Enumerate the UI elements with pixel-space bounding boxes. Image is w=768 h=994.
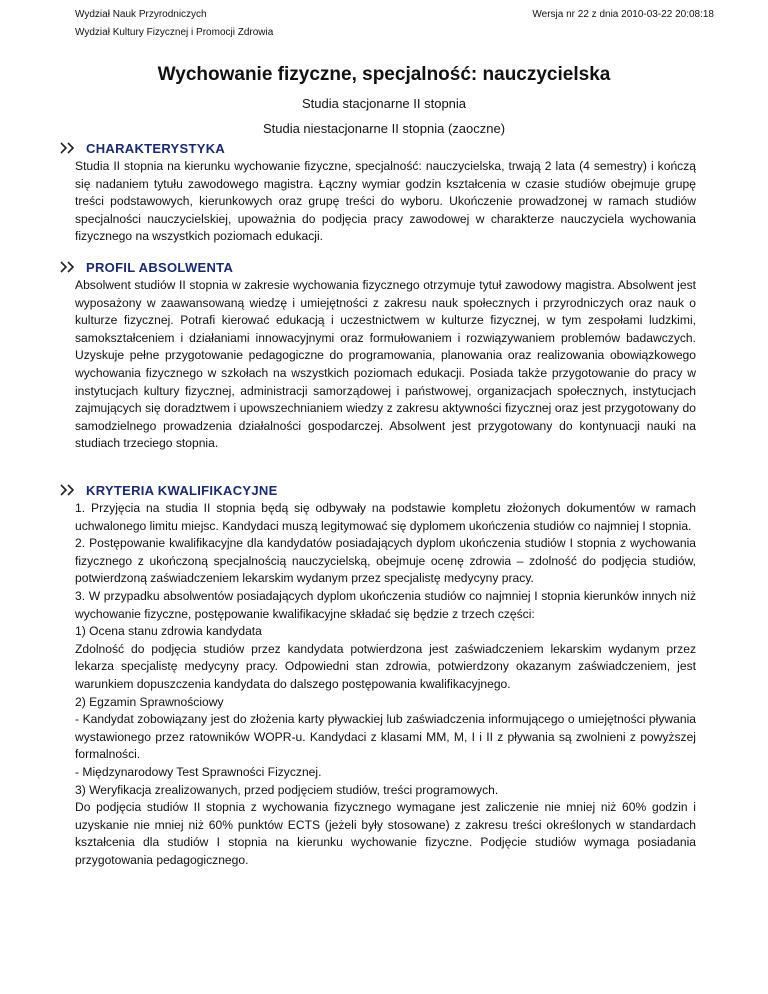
criteria-line: Zdolność do podjęcia studiów przez kandydata potwierdzona jest zaświadczeniem lekarskim wydanym przez lekarza specjalistę medycyny pracy. Odpowiedni stan zdrowia, potwierdzony okazanym zaświadczeniem, jest warunkiem dopuszczenia kandydata do dalszego postępowania kwalifikacyjnego. xyxy=(75,641,696,691)
section-text-charakterystyka: Studia II stopnia na kierunku wychowanie fizyczne, specjalność: nauczycielska, trwają 2 lata (4 semestry) i kończą się nadaniem tytułu zawodowego magistra. Łączny wymiar godzin kształcenia w czasie studiów obejmuje grupę treści podstawowych, kierunkowych oraz grupę treści do wyboru. Ukończenie prowadzonej w ramach studiów specjalności nauczycielskiej, upoważnia do podjęcia pracy zawodowej w charakterze nauczyciela wychowania fizycznego na wszystkich poziomach edukacji. xyxy=(75,159,696,244)
faculty-name-1: Wydział Nauk Przyrodniczych xyxy=(75,9,207,20)
criteria-line: 1. Przyjęcia na studia II stopnia będą się odbywały na podstawie kompletu złożonych dokumentów w ramach uchwalonego limitu miejsc. Kandydaci muszą legitymować się dyplomem ukończenia studiów co najmniej I stopnia. xyxy=(75,501,696,533)
version-info: Wersja nr 22 z dnia 2010-03-22 20:08:18 xyxy=(532,9,714,20)
subtitle-niestacjonarne: Studia niestacjonarne II stopnia (zaoczne) xyxy=(262,121,506,136)
criteria-line: 1) Ocena stanu zdrowia kandydata xyxy=(75,624,262,639)
section-heading-kryteria xyxy=(60,481,278,499)
section-title: CHARAKTERYSTYKA xyxy=(86,140,226,156)
criteria-line: 3. W przypadku absolwentów posiadających dyplom ukończenia studiów co najmniej I stopnia kierunków innych niż wychowanie fizyczne, postępowanie kwalifikacyjne składać się będzie z trzech części: xyxy=(75,588,696,621)
subtitle-stacjonarne: Studia stacjonarne II stopnia xyxy=(301,96,467,111)
section-title: KRYTERIA KWALIFIKACYJNE xyxy=(86,482,278,498)
double-chevron-icon xyxy=(60,483,76,497)
criteria-line: - Kandydat zobowiązany jest do złożenia karty pływackiej lub zaświadczenia informującego o umiejętności pływania wystawionego przez ratowników WOPR-u. Kandydaci z klasami MM, M, I i II z pływania są zwolnieni z powyższej formalności. xyxy=(75,712,696,762)
page-title: Wychowanie fizyczne, specjalność: nauczycielska xyxy=(157,64,611,85)
double-chevron-icon xyxy=(60,260,76,274)
double-chevron-icon xyxy=(60,141,76,155)
criteria-line: 2. Postępowanie kwalifikacyjne dla kandydatów posiadających dyplom ukończenia studiów I stopnia z wychowania fizycznego z ukończoną specjalnością nauczycielską, obejmuje ocenę zdrowia – zdolność do podjęcia studiów, potwierdzoną zaświadczeniem lekarskim wydanym przez specjalistę medycyny pracy. xyxy=(75,536,696,586)
page-header-left xyxy=(75,6,273,42)
section-title: PROFIL ABSOLWENTA xyxy=(86,259,234,275)
section-text-kryteria xyxy=(75,500,696,869)
criteria-line: 2) Egzamin Sprawnościowy xyxy=(75,694,224,709)
section-text-profil: Absolwent studiów II stopnia w zakresie wychowania fizycznego otrzymuje tytuł zawodowy magistra. Absolwent jest wyposażony w zaawansowaną wiedzę i umiejętności z zakresu nauk społecznych i przyrodniczych oraz nauk o kulturze fizycznej. Potrafi kierować edukacją i uczestnictwem w kulturze fizycznej, w tym zespołami ludzkimi, samokształceniem i działaniami innowacyjnymi oraz formułowaniem i rozwiązywaniem problemów badawczych. Uzyskuje pełne przygotowanie pedagogiczne do programowania, planowania oraz realizowania obowiązkowego wychowania fizycznego w szkołach na wszystkich poziomach edukacji. Posiada także przygotowanie do pracy w instytucjach kultury fizycznej, administracji samorządowej i państwowej, organizacjach społecznych, instytucjach zajmujących się doradztwem i upowszechnianiem wiedzy z zakresu aktywności fizycznej oraz jest przygotowany do samodzielnego prowadzenia działalności gospodarczej. Absolwent jest przygotowany do kontynuacji nauki na studiach trzeciego stopnia. xyxy=(75,278,696,451)
section-heading-charakterystyka xyxy=(60,139,225,157)
faculty-name-2: Wydział Kultury Fizycznej i Promocji Zdrowia xyxy=(75,27,274,38)
criteria-line: 3) Weryfikacja zrealizowanych, przed podjęciem studiów, treści programowych. xyxy=(75,782,499,797)
criteria-line: - Międzynarodowy Test Sprawności Fizycznej. xyxy=(75,764,322,779)
section-heading-profil xyxy=(60,258,233,276)
criteria-line: Do podjęcia studiów II stopnia z wychowania fizycznego wymagane jest zaliczenie nie mniej niż 60% godzin i uzyskanie nie mniej niż 60% punktów ECTS (jeżeli były stosowane) z zakresu treści określonych w standardach kształcenia dla studiów I stopnia na kierunku wychowanie fizyczne. Podjęcie studiów wymaga posiadania przygotowania pedagogicznego. xyxy=(75,800,696,867)
